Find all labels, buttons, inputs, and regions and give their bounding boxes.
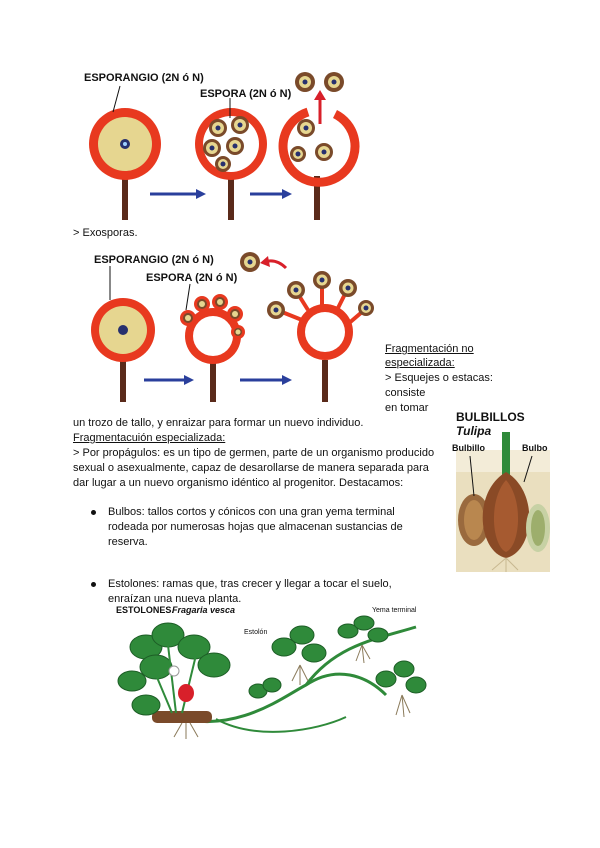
- frag-ne-line-4: consiste: [385, 387, 426, 399]
- sporangium-label-2: ESPORANGIO (2N ó N): [94, 254, 214, 266]
- figure-endospore: [80, 68, 370, 220]
- estolon-label: Estolón: [244, 629, 268, 636]
- paragraph-1: un trozo de tallo, y enraizar para formar un nuevo individuo.: [73, 417, 364, 429]
- spore-label: ESPORA (2N ó N): [200, 88, 292, 100]
- frag-ne-heading-2: especializada:: [385, 357, 455, 369]
- bullet-dot-1: [91, 510, 96, 515]
- bullet-1-line-2: rodeada por numerosas hojas que almacenan sustancias de: [108, 521, 403, 533]
- bullet-2-line-1: Estolones: ramas que, tras crecer y llegar a tocar el suelo,: [108, 578, 392, 590]
- bullet-dot-2: [91, 582, 96, 587]
- spore-label-2: ESPORA (2N ó N): [146, 272, 238, 284]
- frag-e-heading: Fragmentacuión especializada:: [73, 432, 226, 444]
- stolon-title: ESTOLONES.: [116, 605, 174, 615]
- figure-bulb: [452, 410, 552, 572]
- paragraph-2-line-2: sexual o asexualmente, capaz de desarollarse de manera separada para: [73, 462, 429, 474]
- bulbo-label: Bulbo: [522, 443, 548, 453]
- stolon-drawing: [116, 605, 432, 741]
- sporangium-label: ESPORANGIO (2N ó N): [84, 72, 204, 84]
- paragraph-2-line-3: dar lugar a un nuevo organismo idéntico al progenitor. Destacamos:: [73, 477, 404, 489]
- bullet-1-line-3: reserva.: [108, 536, 148, 548]
- bullet-1-line-1: Bulbos: tallos cortos y cónicos con una gran yema terminal: [108, 506, 395, 518]
- paragraph-2-line-1: > Por propágulos: es un tipo de germen, parte de un organismo producido: [73, 447, 435, 459]
- bulbillo-label: Bulbillo: [452, 443, 485, 453]
- frag-ne-line-5: en tomar: [385, 402, 429, 414]
- yema-terminal-label: Yema terminal: [372, 607, 417, 614]
- frag-ne-heading-1: Fragmentación no: [385, 343, 474, 355]
- frag-ne-line-3: > Esquejes o estacas:: [385, 372, 493, 384]
- bullet-2-line-2: enraízan una nueva planta.: [108, 593, 242, 605]
- figure-stolon: [116, 605, 432, 741]
- figure-exospore: [90, 250, 380, 402]
- bulb-title: BULBILLOS: [456, 410, 525, 424]
- bulb-subtitle: Tulipa: [456, 424, 492, 438]
- exospore-caption: > Exosporas.: [73, 227, 138, 239]
- stolon-subtitle: Fragaria vesca: [172, 605, 236, 615]
